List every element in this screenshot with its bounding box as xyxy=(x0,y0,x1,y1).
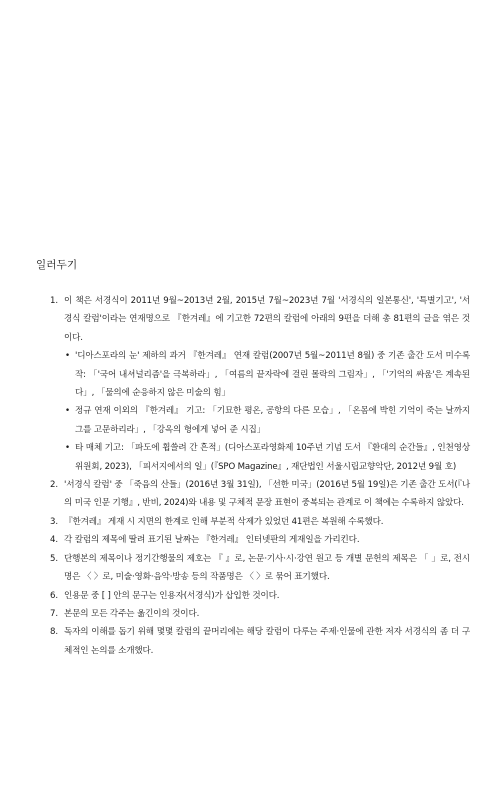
note-item-8 xyxy=(36,623,470,660)
note-item-4 xyxy=(36,531,470,549)
sub-item-3 xyxy=(64,439,470,476)
note-text: 각 칼럼의 제목에 딸려 표기된 날짜는 『한겨레』 인터넷판의 게재일을 가리킨다. xyxy=(64,535,360,546)
note-text: 『한겨레』 게재 시 지면의 한계로 인해 부분적 삭제가 있었던 41편은 복원해 수록했다. xyxy=(64,516,384,527)
note-number: 3. xyxy=(50,516,58,527)
bullet-icon: • xyxy=(65,406,70,417)
note-text: '서경식 칼럼' 중 「죽음의 산들」(2016년 3월 31일), 「선한 미국」(2016년 5월 19일)은 기존 출간 도서(『나의 미국 인문 기행』, 반비, 2024)와 내용 및 구체적 문장 표현이 중복되는 관계로 이 책에는 수록하지 않았다. xyxy=(64,480,470,509)
note-text: 단행본의 제목이나 정기간행물의 제호는 『 』로, 논문·기사·시·강연 원고 등 개별 문헌의 제목은 「 」로, 전시명은 〈 〉로, 미술·영화·음악·방송 등의 작품명은 〈 〉로 묶어 표기했다. xyxy=(64,553,470,583)
note-number: 1. xyxy=(50,296,58,306)
note-text: 인용문 중 [ ] 안의 문구는 인용자(서경식)가 삽입한 것이다. xyxy=(64,590,280,601)
bullet-icon: • xyxy=(65,443,70,454)
note-number: 7. xyxy=(50,608,58,619)
section-heading: 일러두기 xyxy=(36,259,78,271)
note-item-3 xyxy=(36,513,470,531)
notes-list xyxy=(36,292,470,660)
note-item-5 xyxy=(36,550,470,587)
note-text: 독자의 이해를 돕기 위해 몇몇 칼럼의 끝머리에는 해당 칼럼이 다루는 주제·인물에 관한 저자 서경식의 좀 더 구체적인 논의를 소개했다. xyxy=(64,627,470,656)
sub-item-text: '디아스포라의 눈' 제하의 과거 『한겨레』 연재 칼럼(2007년 5월~2011년 8월) 중 기존 출간 도서 미수록작: 「'국어 내셔널리즘'을 극복하라」, 「여름의 끝자락에 걸린 몰락의 그림자」, 「'기억의 싸움'은 계속된다」, 「물의에 순응하지 않은 미술의 힘」 xyxy=(75,351,470,399)
sub-item-2 xyxy=(64,402,470,439)
note-number: 2. xyxy=(50,480,58,491)
note-text: 본문의 모든 각주는 옮긴이의 것이다. xyxy=(64,608,200,619)
note-number: 5. xyxy=(50,553,58,564)
sub-item-text: 정규 연재 이외의 『한겨레』 기고: 「기묘한 평온, 공항의 다른 모습」, 「온몸에 박힌 기억이 죽는 날까지 그를 고문하리라」, 「강옥의 형에게 넣어 준 시집」 xyxy=(75,406,470,435)
note-item-6 xyxy=(36,587,470,605)
note-number: 4. xyxy=(50,535,58,546)
note-text: 이 책은 서경식이 2011년 9월~2013년 2월, 2015년 7월~2023년 7월 '서경식의 일본통신', '특별기고', '서경식 칼럼'이라는 연재명으로 『한겨레』에 기고한 72편의 칼럼에 아래의 9편을 더해 총 81편의 글을 엮은 것이다. xyxy=(64,296,470,343)
sub-item-1 xyxy=(64,347,470,402)
note-number: 6. xyxy=(50,590,58,601)
note-number: 8. xyxy=(50,627,58,638)
note-item-2 xyxy=(36,476,470,513)
note-item-7 xyxy=(36,605,470,623)
note-item-1 xyxy=(36,292,470,476)
sub-item-text: 타 매체 기고: 「파도에 휩쓸려 간 흔적」(디아스포라영화제 10주년 기념 도서 『환대의 순간들』, 인천영상위원회, 2023), 「피서지에서의 일」(『SPO Magazine』, 재단법인 서울시립교향악단, 2012년 9월 호) xyxy=(75,443,470,472)
note-sublist xyxy=(64,347,470,476)
bullet-icon: • xyxy=(65,351,70,362)
